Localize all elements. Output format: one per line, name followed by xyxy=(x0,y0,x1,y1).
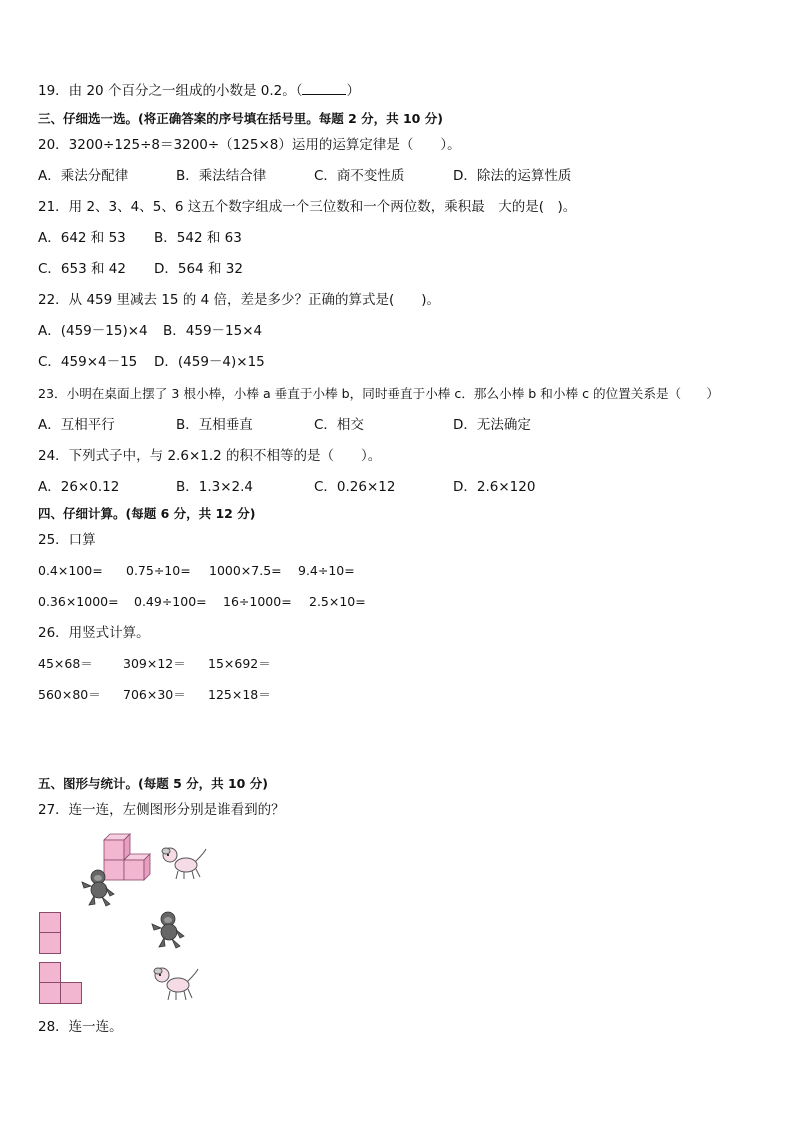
question-28: 28．连一连。 xyxy=(38,1019,123,1035)
q22-option-c: C．459×4－15 xyxy=(38,354,138,370)
q25-item: 9.4÷10= xyxy=(298,563,355,578)
q21-option-c: C．653 和 42 xyxy=(38,261,126,277)
q22-option-d: D．(459－4)×15 xyxy=(154,354,265,370)
q26-item: 706×30＝ xyxy=(123,687,186,702)
question-22: 22．从 459 里减去 15 的 4 倍，差是多少？正确的算式是( )。 xyxy=(38,292,440,308)
shape-l-three-squares xyxy=(39,962,83,1004)
q25-item: 0.75÷10= xyxy=(126,563,191,578)
shape-two-squares-vertical xyxy=(39,912,61,954)
q24-option-c: C．0.26×12 xyxy=(314,479,396,495)
q24-option-d: D．2.6×120 xyxy=(453,479,536,495)
q25-item: 0.4×100= xyxy=(38,563,103,578)
q21-option-a: A．642 和 53 xyxy=(38,230,126,246)
q20-option-c: C．商不变性质 xyxy=(314,168,405,184)
q23-option-d: D．无法确定 xyxy=(453,417,531,433)
monkey-icon xyxy=(150,910,188,950)
q25-item: 1000×7.5= xyxy=(209,563,282,578)
q20-option-b: B．乘法结合律 xyxy=(176,168,267,184)
section-5-title: 五、图形与统计。(每题 5 分，共 10 分) xyxy=(38,776,268,791)
q19-close: ） xyxy=(346,83,360,99)
q26-item: 125×18＝ xyxy=(208,687,271,702)
section-3-title: 三、仔细选一选。(将正确答案的序号填在括号里。每题 2 分，共 10 分) xyxy=(38,111,443,126)
question-20: 20．3200÷125÷8＝3200÷（125×8）运用的运算定律是（ ）。 xyxy=(38,137,461,153)
question-24: 24．下列式子中，与 2.6×1.2 的积不相等的是（ ）。 xyxy=(38,448,382,464)
q24-option-b: B．1.3×2.4 xyxy=(176,479,254,495)
q22-option-a: A．(459－15)×4 xyxy=(38,323,148,339)
q24-option-a: A．26×0.12 xyxy=(38,479,120,495)
q25-item: 0.49÷100= xyxy=(134,594,207,609)
q21-option-d: D．564 和 32 xyxy=(154,261,243,277)
answer-blank[interactable] xyxy=(302,82,346,95)
dog-icon xyxy=(152,965,200,1003)
q25-item: 2.5×10= xyxy=(309,594,366,609)
question-26: 26．用竖式计算。 xyxy=(38,625,150,641)
section-4-title: 四、仔细计算。(每题 6 分，共 12 分) xyxy=(38,506,256,521)
q22-option-b: B．459－15×4 xyxy=(163,323,263,339)
question-19 xyxy=(38,82,360,100)
q20-option-a: A．乘法分配律 xyxy=(38,168,129,184)
q26-item: 15×692＝ xyxy=(208,656,271,671)
q26-item: 560×80＝ xyxy=(38,687,101,702)
question-23: 23．小明在桌面上摆了 3 根小棒，小棒 a 垂直于小棒 b，同时垂直于小棒 c．那么小棒 b 和小棒 c 的位置关系是（ ） xyxy=(38,386,719,401)
dog-icon xyxy=(160,845,208,881)
question-27: 27．连一连，左侧图形分别是谁看到的？ xyxy=(38,802,285,818)
question-21: 21．用 2、3、4、5、6 这五个数字组成一个三位数和一个两位数，乘积最 大的是( )。 xyxy=(38,199,577,215)
q21-option-b: B．542 和 63 xyxy=(154,230,242,246)
q26-item: 45×68＝ xyxy=(38,656,93,671)
q19-text: 19．由 20 个百分之一组成的小数是 0.2。（ xyxy=(38,83,303,99)
q20-option-d: D．除法的运算性质 xyxy=(453,168,572,184)
question-25: 25．口算 xyxy=(38,532,96,548)
monkey-icon xyxy=(80,868,118,908)
q23-option-b: B．互相垂直 xyxy=(176,417,253,433)
q26-item: 309×12＝ xyxy=(123,656,186,671)
q23-option-c: C．相交 xyxy=(314,417,364,433)
q25-item: 16÷1000= xyxy=(223,594,292,609)
q23-option-a: A．互相平行 xyxy=(38,417,115,433)
q25-item: 0.36×1000= xyxy=(38,594,119,609)
